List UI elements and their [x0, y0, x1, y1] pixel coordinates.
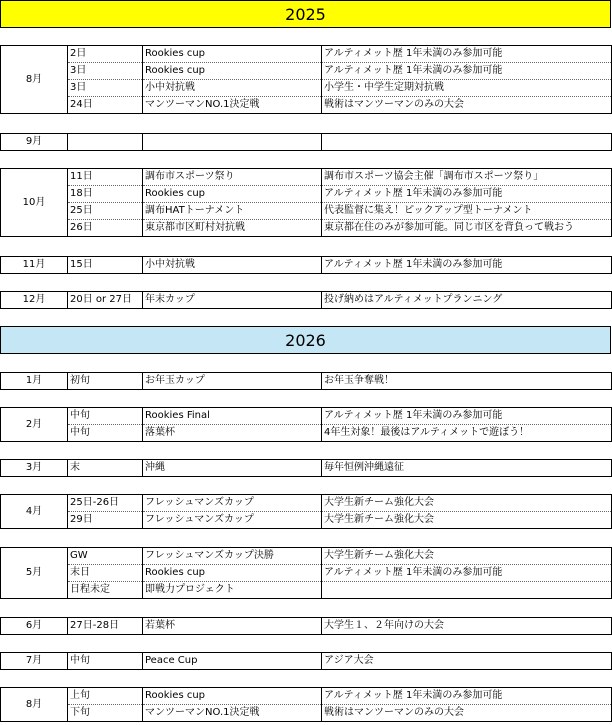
table-row — [1, 618, 612, 635]
month-label: 1月 — [1, 373, 68, 390]
month-label: 8月 — [1, 46, 68, 114]
table-row — [1, 203, 612, 220]
event-cell: 落葉杯 — [143, 425, 322, 442]
date-cell: GW — [68, 548, 143, 565]
date-cell: 2日 — [68, 46, 143, 63]
date-cell: 18日 — [68, 186, 143, 203]
note-cell: アルティメット歴 1年未満のみ参加可能 — [322, 63, 612, 80]
date-cell: 3日 — [68, 80, 143, 97]
event-cell: フレッシュマンズカップ — [143, 495, 322, 512]
event-cell: 東京都市区町村対抗戦 — [143, 220, 322, 237]
date-cell: 15日 — [68, 257, 143, 274]
table-row — [1, 512, 612, 529]
month-label: 8月 — [1, 688, 68, 722]
table-row — [1, 169, 612, 186]
month-block-2026-jun — [0, 617, 612, 635]
table-row — [1, 63, 612, 80]
event-cell — [143, 134, 322, 151]
table-row — [1, 186, 612, 203]
event-cell: 若葉杯 — [143, 618, 322, 635]
table-row — [1, 373, 612, 390]
event-cell: Rookies cup — [143, 565, 322, 582]
note-cell: 毎年恒例沖縄遠征 — [322, 460, 612, 477]
table-row — [1, 408, 612, 425]
note-cell: アルティメット歴 1年未満のみ参加可能 — [322, 186, 612, 203]
date-cell: 26日 — [68, 220, 143, 237]
event-cell: マンツーマンNO.1決定戦 — [143, 705, 322, 722]
event-cell: フレッシュマンズカップ決勝 — [143, 548, 322, 565]
date-cell: 中旬 — [68, 425, 143, 442]
table-row — [1, 495, 612, 512]
note-cell: アルティメット歴 1年未満のみ参加可能 — [322, 688, 612, 705]
month-label: 3月 — [1, 460, 68, 477]
date-cell: 24日 — [68, 97, 143, 114]
note-cell: アルティメット歴 1年未満のみ参加可能 — [322, 565, 612, 582]
note-cell: 調布市スポーツ協会主催「調布市スポーツ祭り」 — [322, 169, 612, 186]
month-label: 5月 — [1, 548, 68, 599]
date-cell: 25日-26日 — [68, 495, 143, 512]
month-block-2025-aug — [0, 45, 612, 114]
event-cell: マンツーマンNO.1決定戦 — [143, 97, 322, 114]
month-block-2026-mar — [0, 459, 612, 477]
note-cell: アルティメット歴 1年未満のみ参加可能 — [322, 257, 612, 274]
note-cell: 小学生・中学生定期対抗戦 — [322, 80, 612, 97]
note-cell — [322, 134, 612, 151]
month-block-2025-oct — [0, 168, 612, 237]
date-cell: 上旬 — [68, 688, 143, 705]
event-cell: 沖縄 — [143, 460, 322, 477]
table-row — [1, 97, 612, 114]
month-label: 12月 — [1, 292, 68, 309]
year-header-2025: 2025 — [0, 0, 611, 28]
date-cell: 下旬 — [68, 705, 143, 722]
event-cell: Peace Cup — [143, 653, 322, 670]
date-cell: 日程未定 — [68, 582, 143, 599]
note-cell: 大学生新チーム強化大会 — [322, 495, 612, 512]
event-cell: 即戦力プロジェクト — [143, 582, 322, 599]
table-row — [1, 460, 612, 477]
month-block-2026-jul — [0, 652, 612, 670]
table-row — [1, 688, 612, 705]
date-cell: 29日 — [68, 512, 143, 529]
month-label: 10月 — [1, 169, 68, 237]
table-row — [1, 80, 612, 97]
date-cell: 3日 — [68, 63, 143, 80]
month-block-2026-aug — [0, 687, 612, 722]
table-row — [1, 548, 612, 565]
table-row — [1, 653, 612, 670]
date-cell — [68, 134, 143, 151]
table-row — [1, 257, 612, 274]
date-cell: 中旬 — [68, 408, 143, 425]
note-cell: アジア大会 — [322, 653, 612, 670]
note-cell: 大学生新チーム強化大会 — [322, 512, 612, 529]
month-block-2025-dec — [0, 291, 612, 309]
event-cell: Rookies cup — [143, 46, 322, 63]
month-block-2026-feb — [0, 407, 612, 442]
note-cell: アルティメット歴 1年未満のみ参加可能 — [322, 46, 612, 63]
date-cell: 末 — [68, 460, 143, 477]
month-block-2026-jan — [0, 372, 612, 390]
event-cell: Rookies Final — [143, 408, 322, 425]
month-label: 4月 — [1, 495, 68, 529]
date-cell: 初旬 — [68, 373, 143, 390]
month-block-2025-nov — [0, 256, 612, 274]
date-cell: 末日 — [68, 565, 143, 582]
month-label: 11月 — [1, 257, 68, 274]
note-cell: 大学生新チーム強化大会 — [322, 548, 612, 565]
table-row — [1, 705, 612, 722]
month-label: 2月 — [1, 408, 68, 442]
note-cell: 4年生対象！最後はアルティメットで遊ぼう！ — [322, 425, 612, 442]
month-block-2025-sep — [0, 133, 612, 151]
month-label: 6月 — [1, 618, 68, 635]
month-label: 9月 — [1, 134, 68, 151]
table-row — [1, 565, 612, 582]
note-cell: 東京都在住のみが参加可能。同じ市区を背負って戦おう — [322, 220, 612, 237]
table-row — [1, 134, 612, 151]
event-cell: フレッシュマンズカップ — [143, 512, 322, 529]
note-cell: 投げ納めはアルティメットプランニング — [322, 292, 612, 309]
date-cell: 11日 — [68, 169, 143, 186]
date-cell: 20日 or 27日 — [68, 292, 143, 309]
year-header-2026: 2026 — [0, 326, 611, 354]
event-cell: Rookies cup — [143, 688, 322, 705]
table-row — [1, 46, 612, 63]
event-cell: 小中対抗戦 — [143, 257, 322, 274]
month-block-2026-apr — [0, 494, 612, 529]
event-cell: 調布市スポーツ祭り — [143, 169, 322, 186]
month-block-2026-may — [0, 547, 612, 599]
note-cell: アルティメット歴 1年未満のみ参加可能 — [322, 408, 612, 425]
note-cell: 戦術はマンツーマンのみの大会 — [322, 97, 612, 114]
event-cell: お年玉カップ — [143, 373, 322, 390]
event-cell: Rookies cup — [143, 186, 322, 203]
event-cell: 小中対抗戦 — [143, 80, 322, 97]
month-label: 7月 — [1, 653, 68, 670]
table-row — [1, 425, 612, 442]
date-cell: 中旬 — [68, 653, 143, 670]
event-cell: 調布HATトーナメント — [143, 203, 322, 220]
note-cell: 大学生１、２年向けの大会 — [322, 618, 612, 635]
table-row — [1, 220, 612, 237]
note-cell: 戦術はマンツーマンのみの大会 — [322, 705, 612, 722]
event-cell: 年末カップ — [143, 292, 322, 309]
table-row — [1, 582, 612, 599]
date-cell: 27日-28日 — [68, 618, 143, 635]
table-row — [1, 292, 612, 309]
note-cell: お年玉争奪戦！ — [322, 373, 612, 390]
event-cell: Rookies cup — [143, 63, 322, 80]
note-cell — [322, 582, 612, 599]
date-cell: 25日 — [68, 203, 143, 220]
note-cell: 代表監督に集え！ピックアップ型トーナメント — [322, 203, 612, 220]
